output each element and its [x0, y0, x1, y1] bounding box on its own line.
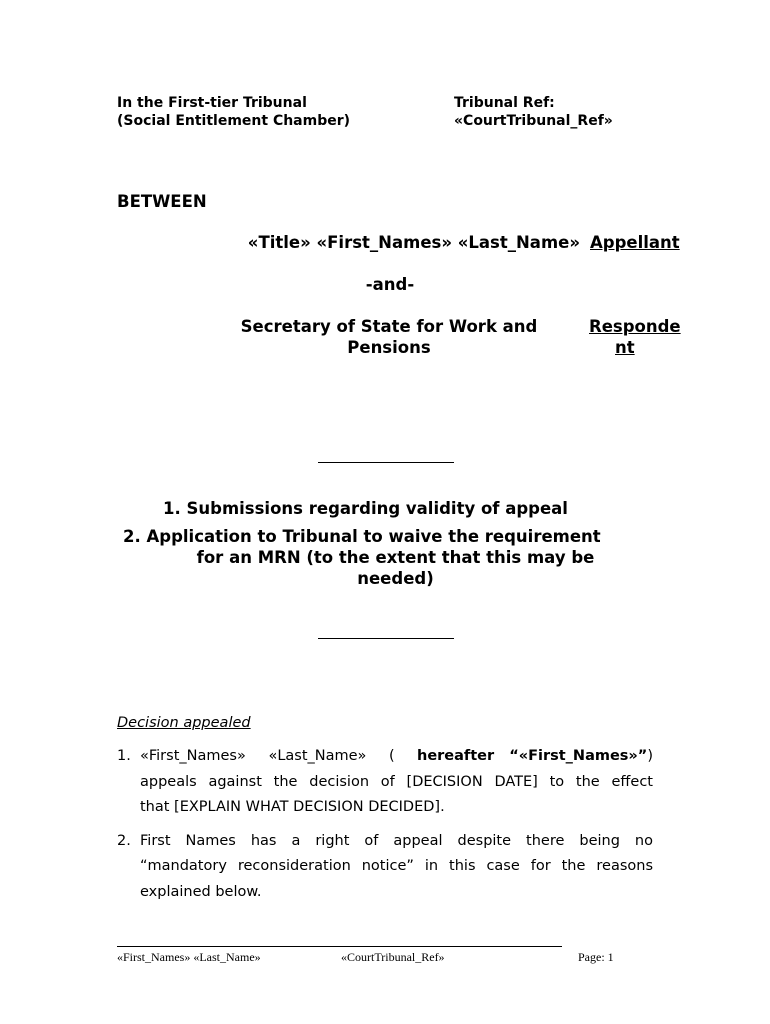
court-line-1: In the First-tier Tribunal	[117, 95, 307, 111]
item-1-bold: hereafter “«First_Names»”	[417, 748, 648, 764]
tribunal-ref-label: Tribunal Ref:	[454, 95, 555, 111]
heading-2-line-3: needed)	[357, 569, 434, 588]
item-2-line-3: explained below.	[140, 883, 262, 900]
heading-2-number: 2.	[123, 527, 141, 546]
footer-names: «First_Names» «Last_Name»	[117, 950, 261, 964]
item-1-line-2: appeals against the decision of [DECISION DATE] to the effect	[140, 773, 653, 790]
item-1-lead: «First_Names» «Last_Name» (	[140, 748, 395, 764]
heading-1-text: Submissions regarding validity of appeal	[186, 499, 568, 518]
item-1-line-3: that [EXPLAIN WHAT DECISION DECIDED].	[140, 799, 445, 815]
respondent-role	[589, 316, 699, 358]
list-item-number: 2.	[117, 832, 131, 849]
heading-1	[163, 498, 568, 519]
heading-1-number: 1.	[163, 499, 181, 518]
court-name	[117, 94, 350, 130]
heading-2	[123, 526, 683, 589]
appellant-role: Appellant	[590, 233, 680, 252]
footer-page: Page: 1	[578, 950, 614, 964]
item-2-line-2: “mandatory reconsideration notice” in this case for the reasons	[140, 858, 653, 874]
item-2-line-1: First Names has a right of appeal despite there being no	[140, 832, 653, 849]
respondent-name	[210, 316, 568, 358]
heading-2-line-2: for an MRN (to the extent that this may be	[196, 548, 595, 567]
item-1-after: )	[647, 748, 653, 764]
divider-rule-top	[318, 462, 454, 463]
list-item-number: 1.	[117, 748, 131, 764]
respondent-role-line-2: nt	[615, 338, 635, 357]
list-item	[117, 744, 653, 821]
respondent-name-line-1: Secretary of State for Work and	[240, 317, 538, 336]
tribunal-ref	[454, 94, 613, 130]
footer-rule	[117, 946, 562, 947]
heading-2-line-1: Application to Tribunal to waive the requirement	[146, 527, 601, 546]
numbered-paragraphs	[117, 744, 653, 905]
divider-rule-bottom	[318, 638, 454, 639]
appellant-name: «Title» «First_Names» «Last_Name»	[247, 233, 580, 252]
respondent-role-line-1: Responde	[589, 317, 681, 336]
section-title: Decision appealed	[117, 715, 251, 731]
list-item	[117, 829, 653, 906]
court-line-2: (Social Entitlement Chamber)	[117, 113, 351, 129]
respondent-name-line-2: Pensions	[347, 338, 431, 357]
tribunal-ref-value: «CourtTribunal_Ref»	[454, 113, 613, 129]
between-label: BETWEEN	[117, 192, 207, 211]
and-separator: -and-	[365, 275, 415, 294]
footer-ref: «CourtTribunal_Ref»	[341, 950, 445, 964]
